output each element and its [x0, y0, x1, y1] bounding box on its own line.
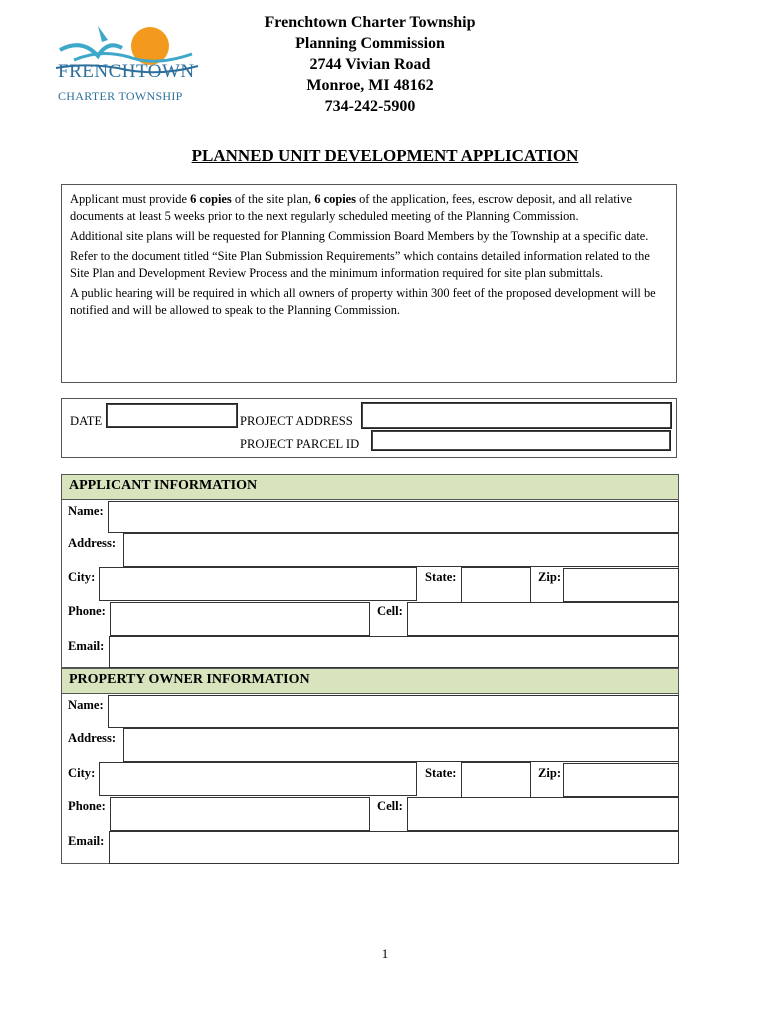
- owner-address-label: Address:: [68, 731, 117, 745]
- applicant-email-input[interactable]: [109, 636, 679, 668]
- document-title: PLANNED UNIT DEVELOPMENT APPLICATION: [191, 146, 579, 165]
- applicant-zip-label: Zip:: [538, 570, 562, 584]
- date-label: DATE: [70, 414, 103, 428]
- logo-text-charter-township: CHARTER TOWNSHIP: [58, 89, 183, 103]
- applicant-email-label: Email:: [68, 639, 105, 653]
- header-line: 2744 Vivian Road: [309, 56, 431, 73]
- instruction-paragraph-4: A public hearing will be required in which all owners of property within 300 feet of the proposed development will be notified and will be allowed to speak to the Planning Commission.: [70, 286, 656, 317]
- owner-state-label: State:: [425, 766, 457, 780]
- owner-email-label: Email:: [68, 834, 105, 848]
- owner-zip-label: Zip:: [538, 766, 562, 780]
- header-line: Planning Commission: [295, 35, 445, 52]
- applicant-city-label: City:: [68, 570, 96, 584]
- applicant-zip-input[interactable]: [563, 568, 679, 602]
- owner-city-input[interactable]: [99, 762, 417, 796]
- owner-phone-input[interactable]: [110, 797, 370, 831]
- applicant-cell-input[interactable]: [407, 602, 679, 636]
- header-line: Monroe, MI 48162: [306, 77, 434, 94]
- page-number: 1: [381, 946, 389, 961]
- applicant-section-heading: APPLICANT INFORMATION: [61, 474, 679, 500]
- instructions-box: [61, 184, 677, 383]
- applicant-address-input[interactable]: [123, 533, 679, 567]
- applicant-state-input[interactable]: [461, 567, 531, 603]
- instruction-paragraph-2: Additional site plans will be requested for Planning Commission Board Members by the Township at a specific date.: [70, 229, 649, 243]
- date-input[interactable]: [106, 403, 238, 428]
- project-address-input[interactable]: [361, 402, 672, 429]
- applicant-state-label: State:: [425, 570, 457, 584]
- header-address-block: [200, 12, 540, 117]
- applicant-address-label: Address:: [68, 536, 117, 550]
- owner-cell-label: Cell:: [377, 799, 403, 813]
- applicant-city-input[interactable]: [99, 567, 417, 601]
- instruction-paragraph-1: Applicant must provide 6 copies of the site plan, 6 copies of the application, fees, escrow deposit, and all relative documents at least 5 weeks prior to the next regularly scheduled meeting of the Planning Commission.: [70, 192, 632, 223]
- owner-email-input[interactable]: [109, 831, 679, 864]
- instruction-paragraph-3: Refer to the document titled “Site Plan Submission Requirements” which contains detailed information related to the Site Plan and Development Review Process and the minimum information required for site plan submittals.: [70, 249, 650, 280]
- owner-cell-input[interactable]: [407, 797, 679, 831]
- owner-state-input[interactable]: [461, 762, 531, 798]
- header-line: Frenchtown Charter Township: [264, 14, 476, 31]
- property-owner-section-heading: PROPERTY OWNER INFORMATION: [61, 668, 679, 694]
- header-line: 734-242-5900: [324, 98, 416, 115]
- owner-address-input[interactable]: [123, 728, 679, 762]
- owner-city-label: City:: [68, 766, 96, 780]
- logo-text-frenchtown: FRENCHTOWN: [58, 61, 195, 82]
- project-address-label: PROJECT ADDRESS: [240, 414, 353, 428]
- owner-zip-input[interactable]: [563, 763, 679, 797]
- project-parcel-id-label: PROJECT PARCEL ID: [240, 437, 360, 451]
- project-parcel-id-input[interactable]: [371, 430, 671, 451]
- applicant-name-label: Name:: [68, 504, 104, 518]
- owner-name-input[interactable]: [108, 695, 679, 728]
- owner-phone-label: Phone:: [68, 799, 106, 813]
- applicant-phone-label: Phone:: [68, 604, 106, 618]
- applicant-name-input[interactable]: [108, 501, 679, 533]
- owner-name-label: Name:: [68, 698, 104, 712]
- applicant-phone-input[interactable]: [110, 602, 370, 636]
- applicant-cell-label: Cell:: [377, 604, 403, 618]
